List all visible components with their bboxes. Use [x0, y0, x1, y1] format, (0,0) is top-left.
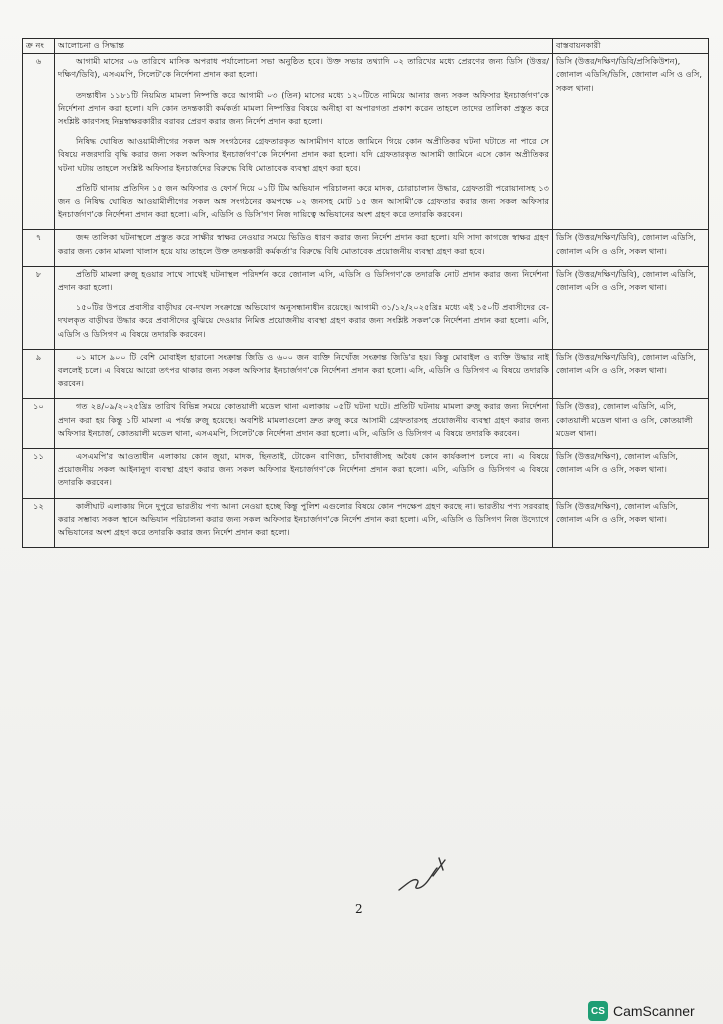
camscanner-watermark [588, 1001, 695, 1021]
discussion-paragraph: প্রতিটি থানায় প্রতিদিন ১৫ জন অফিসার ও ফোর্স দিয়ে ০১টি টিম অভিযান পরিচালনা করে মাদক, চোরাচালান উদ্ধার, গ্রেফতারী পরোয়ানাসহ ১৩ জন ও নিষিদ্ধ ঘোষিত আওয়ামীলীগের সকল অঙ্গ সংগঠনের কমপক্ষে ০২ জনসহ মোট ১৫ জন আসামী'কে গ্রেফতার করার জন্য সকল অফিসার ইনচার্জগণ'কে নির্দেশনা প্রদান করা হলো। এসি, এডিসি ও ডিসি'গণ নিজ দায়িত্বে অভিযানের অংশ গ্রহণ করে তদারকি করবেন। [58, 182, 549, 220]
discussion-paragraph: গত ২৪/০৯/২০২৫খ্রিঃ তারিখ বিভিন্ন সময়ে কোতয়ালী মডেল থানা এলাকায় ০৫টি ঘটনা ঘটে। প্রতিটি ঘটনায় মামলা রুজু করার জন্য নির্দেশনা প্রদান করা হয় কিন্তু ১টি মামলা এ পর্যন্ত রুজু হয়েছে। অবশিষ্ট মামলাগুলো দ্রুত রুজু করে আসামী গ্রেফতারসহ প্রয়োজনীয় ব্যবস্থা গ্রহণ করার জন্য অফিসার ইনচার্জ, কোতয়ালী মডেল থানা, এসএমপি, সিলেট'কে নির্দেশনা প্রদান করা হলো। এসি, এডিসি ও ডিসিগণ এ বিষয়ে তদারকি করবেন। [58, 401, 549, 438]
discussion-paragraph: জব্দ তালিকা ঘটনাস্থলে প্রস্তুত করে সাক্ষীর স্বাক্ষর নেওয়ার সময়ে ভিডিও ধারণ করার জন্য নির্দেশ প্রদান করা হলো। যদি সাদা কাগজে স্বাক্ষর গ্রহণ করার জন্য কোন মামলা খালাস হয়ে যায় তাহলে উক্ত তদন্তকারী কর্মকর্তা'র বিরুদ্ধে বিধি মোতাবেক প্রয়োজনীয় ব্যবস্থা গ্রহণ করা হবে। [58, 232, 549, 256]
table-row [23, 230, 709, 266]
row-serial: ১০ [23, 399, 55, 449]
row-executor: ডিসি (উত্তর/দক্ষিণ/ডিবি), জোনাল এডিসি, জোনাল এসি ও ওসি, সকল থানা। [553, 266, 709, 349]
discussion-paragraph: নিষিদ্ধ ঘোষিত আওয়ামীলীগের সকল অঙ্গ সংগঠনের গ্রেফতারকৃত আসামীগণ যাতে জামিনে গিয়ে কোন অপ্রীতিকর ঘটনা ঘটাতে না পারে সে বিষয়ে নজরদারি বৃদ্ধি করার জন্য সকল অফিসার ইনচার্জগণ'কে নির্দেশনা প্রদান করা হলো। যদি গ্রেফতারকৃত আসামী জামিনে এসে কোন অপ্রীতিকর ঘটনা ঘটায় তাহলে সংশ্লিষ্ট অফিসার ইনচার্জদের বিরুদ্ধে বিধি মোতাবেক ব্যবস্থা গ্রহণ করা হবে। [58, 136, 549, 173]
header-serial: ক্র নং [23, 39, 55, 54]
camscanner-label: CamScanner [613, 1003, 695, 1019]
camscanner-logo-icon: CS [588, 1001, 608, 1021]
table-row [23, 449, 709, 499]
row-serial: ৬ [23, 54, 55, 230]
row-discussion [55, 54, 553, 230]
discussion-paragraph: ১৫০টির উপরে প্রবাসীর বাড়ীঘর বে-দখল সংক্রান্তে অভিযোগ অনুসন্ধানাধীন রয়েছে। আগামী ৩১/১২/২০২৫খ্রিঃ মধ্যে এই ১৫০টি প্রবাসীদের বে-দখলকৃত বাড়ীঘর উদ্ধার করে প্রবাসীদের বুঝিয়ে দেওয়ার নিমিত্ত প্রয়োজনীয় ব্যবস্থা গ্রহণ করার জন্য সংশ্লিষ্ট সকল'কে নির্দেশনা প্রদান করা হলো। এসি, এডিসি ও ডিসিগণ এ বিষয়ে তদারকি করবেন। [58, 302, 549, 339]
row-serial: ৭ [23, 230, 55, 266]
table-row [23, 54, 709, 230]
row-executor: ডিসি (উত্তর/দক্ষিণ/ডিবি/প্রসিকিউশন), জোনাল এডিসি/ডিসি, জোনাল এসি ও ওসি, সকল থানা। [553, 54, 709, 230]
row-serial: ১২ [23, 498, 55, 548]
discussion-paragraph: কালীঘাট এলাকায় দিনে দুপুরে ভারতীয় পণ্য আনা নেওয়া হচ্ছে কিন্তু পুলিশ এগুলোর বিষয়ে কোন পদক্ষেপ গ্রহণ করছে না। ভারতীয় পণ্য সরবরাহ করার সম্ভাব্য সকল স্থানে অভিযান পরিচালনা করার জন্য সকল অফিসার ইনচার্জগণ'কে নির্দেশ প্রদান করা হলো। এসি, এডিসি ও ডিসিগণ নিজ উদ্যোগে অভিযানের অংশ গ্রহণ করে তদারকি করার জন্য নির্দেশ প্রদান করা হলো। [58, 500, 549, 538]
row-serial: ৮ [23, 266, 55, 349]
signature-scribble [393, 850, 453, 895]
row-executor: ডিসি (উত্তর/দক্ষিণ/ডিবি), জোনাল এডিসি, জোনাল এসি ও ওসি, সকল থানা। [553, 349, 709, 399]
table-row [23, 399, 709, 449]
table-body [23, 54, 709, 548]
row-discussion [55, 230, 553, 266]
discussion-paragraph: আগামী মাসের ০৬ তারিখে মাসিক অপরাধ পর্যালোচনা সভা অনুষ্ঠিত হবে। উক্ত সভার তথ্যাদি ০২ তারিখের মধ্যে প্রেরণের জন্য ডিসি (উত্তর/দক্ষিণ/ডিবি), এসএমপি, সিলেট'কে নির্দেশনা প্রদান করা হলো। [58, 56, 549, 80]
row-executor: ডিসি (উত্তর/দক্ষিণ/ডিবি), জোনাল এডিসি, জোনাল এসি ও ওসি, সকল থানা। [553, 230, 709, 266]
table-header-row [23, 39, 709, 54]
table-row [23, 349, 709, 399]
row-discussion [55, 498, 553, 548]
minutes-table [22, 38, 709, 548]
row-executor: ডিসি (উত্তর/দক্ষিণ), জোনাল এডিসি, জোনাল এসি ও ওসি, সকল থানা। [553, 449, 709, 499]
row-discussion [55, 349, 553, 399]
header-executor: বাস্তবায়নকারী [553, 39, 709, 54]
row-serial: ৯ [23, 349, 55, 399]
row-executor: ডিসি (উত্তর), জোনাল এডিসি, এসি, কোতয়ালী মডেল থানা ও ওসি, কোতয়ালী মডেল থানা। [553, 399, 709, 449]
row-discussion [55, 399, 553, 449]
header-discussion: আলোচনা ও সিদ্ধান্ত [55, 39, 553, 54]
discussion-paragraph: প্রতিটি মামলা রুজু হওয়ার সাথে সাথেই ঘটনাস্থল পরিদর্শন করে জোনাল এসি, এডিসি ও ডিসিগণ'কে তদারকি নোট প্রদান করার জন্য নির্দেশনা প্রদান করা হলো। [58, 268, 549, 293]
page-number: 2 [355, 902, 363, 916]
discussion-paragraph: এসএমপি'র আওতাধীন এলাকায় কোন জুয়া, মাদক, ছিনতাই, টোকেন বাণিজ্য, চাঁদাবাজীসহ অবৈধ কোন কার্যকলাপ চলবে না। এ বিষয়ে প্রয়োজনীয় সকল আইনানুগ ব্যবস্থা গ্রহণ করার জন্য সকল অফিসার ইনচার্জগণ'কে নির্দেশনা প্রদান করা হলো। এসি, এডিসি ও ডিসিগণ এ বিষয়ে তদারকি করবেন। [58, 451, 549, 488]
row-discussion [55, 449, 553, 499]
discussion-paragraph: ০১ মাসে ৯০০ টি বেশি মোবাইল হারানো সংক্রান্ত জিডি ও ৬০০ জন ব্যক্তি নিখোঁজ সংক্রান্ত জিডি'র হয়। কিন্তু মোবাইল ও ব্যক্তি উদ্ধার নাই বললেই চলে। এ বিষয়ে আরো তৎপর থাকার জন্য সকল অফিসার ইনচার্জগণ'কে নির্দেশনা প্রদান করা হলো। এসি, এডিসি ও ডিসিগণ এ বিষয়ে তদারকি করবেন। [58, 351, 549, 389]
row-serial: ১১ [23, 449, 55, 499]
row-discussion [55, 266, 553, 349]
row-executor: ডিসি (উত্তর/দক্ষিণ), জোনাল এডিসি, জোনাল এসি ও ওসি, সকল থানা। [553, 498, 709, 548]
table-row [23, 498, 709, 548]
discussion-paragraph: তদন্তাধীন ১১৮১টি নিয়মিত মামলা নিষ্পত্তি করে আগামী ০৩ (তিন) মাসের মধ্যে ১২০টিতে নামিয়ে আনার জন্য সকল অফিসার ইনচার্জগণ'কে নির্দেশনা প্রদান করা হলো। যদি কোন তদন্তকারী কর্মকর্তা মামলা নিষ্পত্তির বিষয়ে অনীহা বা অপারগতা প্রকাশ করেন তাহলে তাদের তালিকা প্রস্তুত করে সংশ্লিষ্ট কারণসহ নিম্নস্বাক্ষরকারীর বরাবর প্রেরণ করার জন্য নির্দেশ প্রদান করা হলো। [58, 89, 549, 127]
table-row [23, 266, 709, 349]
